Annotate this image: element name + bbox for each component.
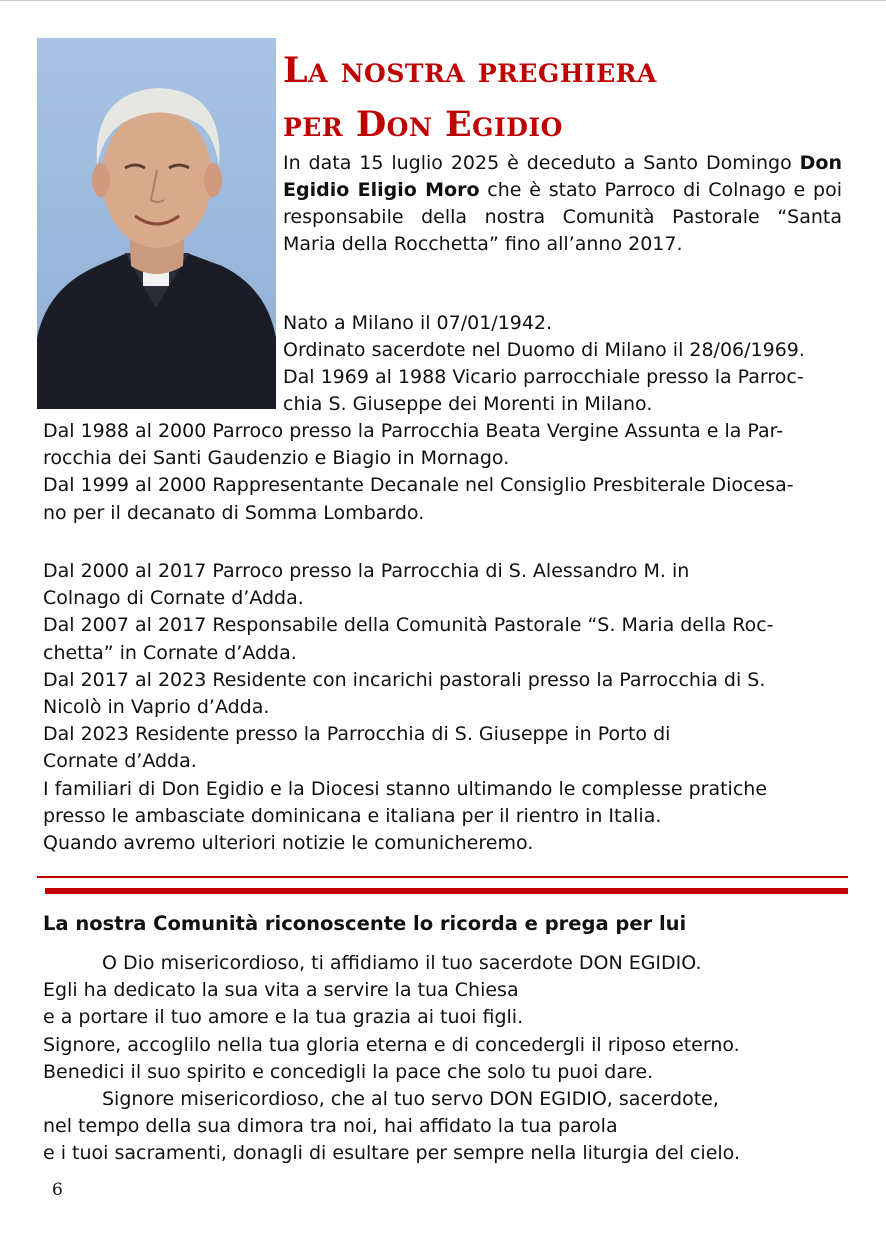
prayer-line: Signore, accoglilo nella tua gloria eterna e di concedergli il riposo eterno. [43, 1033, 740, 1056]
bio-line: Dal 2017 al 2023 Residente con incarichi pastorali presso la Parrocchia di S. [43, 668, 766, 691]
page-number: 6 [52, 1180, 63, 1200]
bio-line: Dal 2000 al 2017 Parroco presso la Parrocchia di S. Alessandro M. in [43, 560, 690, 582]
bio-line: chetta” in Cornate d’Adda. [43, 641, 297, 664]
prayer-line: nel tempo della sua dimora tra noi, hai affidato la tua parola [43, 1115, 618, 1138]
top-border [0, 0, 886, 1]
prayer-line: e a portare il tuo amore e la tua grazia ai tuoi figli. [43, 1006, 524, 1029]
page-title [283, 44, 863, 152]
bio-line: chia S. Giuseppe dei Morenti in Milano. [283, 393, 653, 415]
prayer-line: e i tuoi sacramenti, donagli di esultare per sempre nella liturgia del cielo. [43, 1142, 740, 1165]
prayer-line: Benedici il suo spirito e concedigli la pace che solo tu puoi dare. [43, 1060, 654, 1083]
bio-line: Dal 1988 al 2000 Parroco presso la Parrocchia Beata Vergine Assunta e la Par- [43, 420, 784, 442]
biography-wide [43, 418, 853, 527]
divider-thin [37, 876, 848, 878]
prayer-line: Egli ha dedicato la sua vita a servire la tua Chiesa [43, 979, 519, 1002]
bio-line: I familiari di Don Egidio e la Diocesi stanno ultimando le complesse pratiche [43, 777, 768, 800]
bio-line: Quando avremo ulteriori notizie le comunicheremo. [43, 832, 534, 855]
title-line-2: per Don Egidio [283, 104, 563, 145]
bio-line: Cornate d’Adda. [43, 750, 197, 773]
title-line-1: La nostra preghiera [283, 50, 657, 91]
biography-rest [43, 558, 853, 857]
bio-line: Dal 1969 al 1988 Vicario parrocchiale presso la Parroc- [283, 366, 804, 388]
intro-text-start: In data 15 luglio 2025 è deceduto a Santo Domingo [283, 152, 800, 174]
prayer-heading: La nostra Comunità riconoscente lo ricorda e prega per lui [43, 912, 687, 935]
bio-line: Colnago di Cornate d’Adda. [43, 587, 304, 610]
bio-line: rocchia dei Santi Gaudenzio e Biagio in Mornago. [43, 447, 510, 470]
bio-line: Ordinato sacerdote nel Duomo di Milano il 28/06/1969. [283, 339, 805, 361]
bio-line: Dal 2007 al 2017 Responsabile della Comunità Pastorale “S. Maria della Roc- [43, 614, 774, 637]
bio-line: presso le ambasciate dominicana e italiana per il rientro in Italia. [43, 804, 662, 827]
prayer-line: O Dio misericordioso, ti affidiamo il tuo sacerdote DON EGIDIO. [102, 952, 702, 974]
portrait-photo [37, 38, 276, 409]
prayer-line: Signore misericordioso, che al tuo servo DON EGIDIO, sacerdote, [102, 1088, 719, 1111]
priest-name: Don Egidio Eligio Moro [283, 152, 842, 201]
intro-paragraph [283, 150, 842, 258]
intro-text-end: che è stato Parroco di Colnago e poi responsabile della nostra Comunità Pastorale “Santa Maria della Rocchetta” fino all’anno 2017. [283, 179, 842, 255]
bio-line: Dal 1999 al 2000 Rappresentante Decanale nel Consiglio Presbiterale Diocesa- [43, 474, 794, 497]
divider-thick [45, 888, 848, 894]
prayer-text [43, 950, 853, 1168]
biography-top [283, 310, 853, 418]
bio-line: no per il decanato di Somma Lombardo. [43, 501, 425, 524]
bio-line: Nicolò in Vaprio d’Adda. [43, 696, 270, 719]
bio-line: Dal 2023 Residente presso la Parrocchia di S. Giuseppe in Porto di [43, 723, 671, 746]
bio-line: Nato a Milano il 07/01/1942. [283, 312, 553, 334]
